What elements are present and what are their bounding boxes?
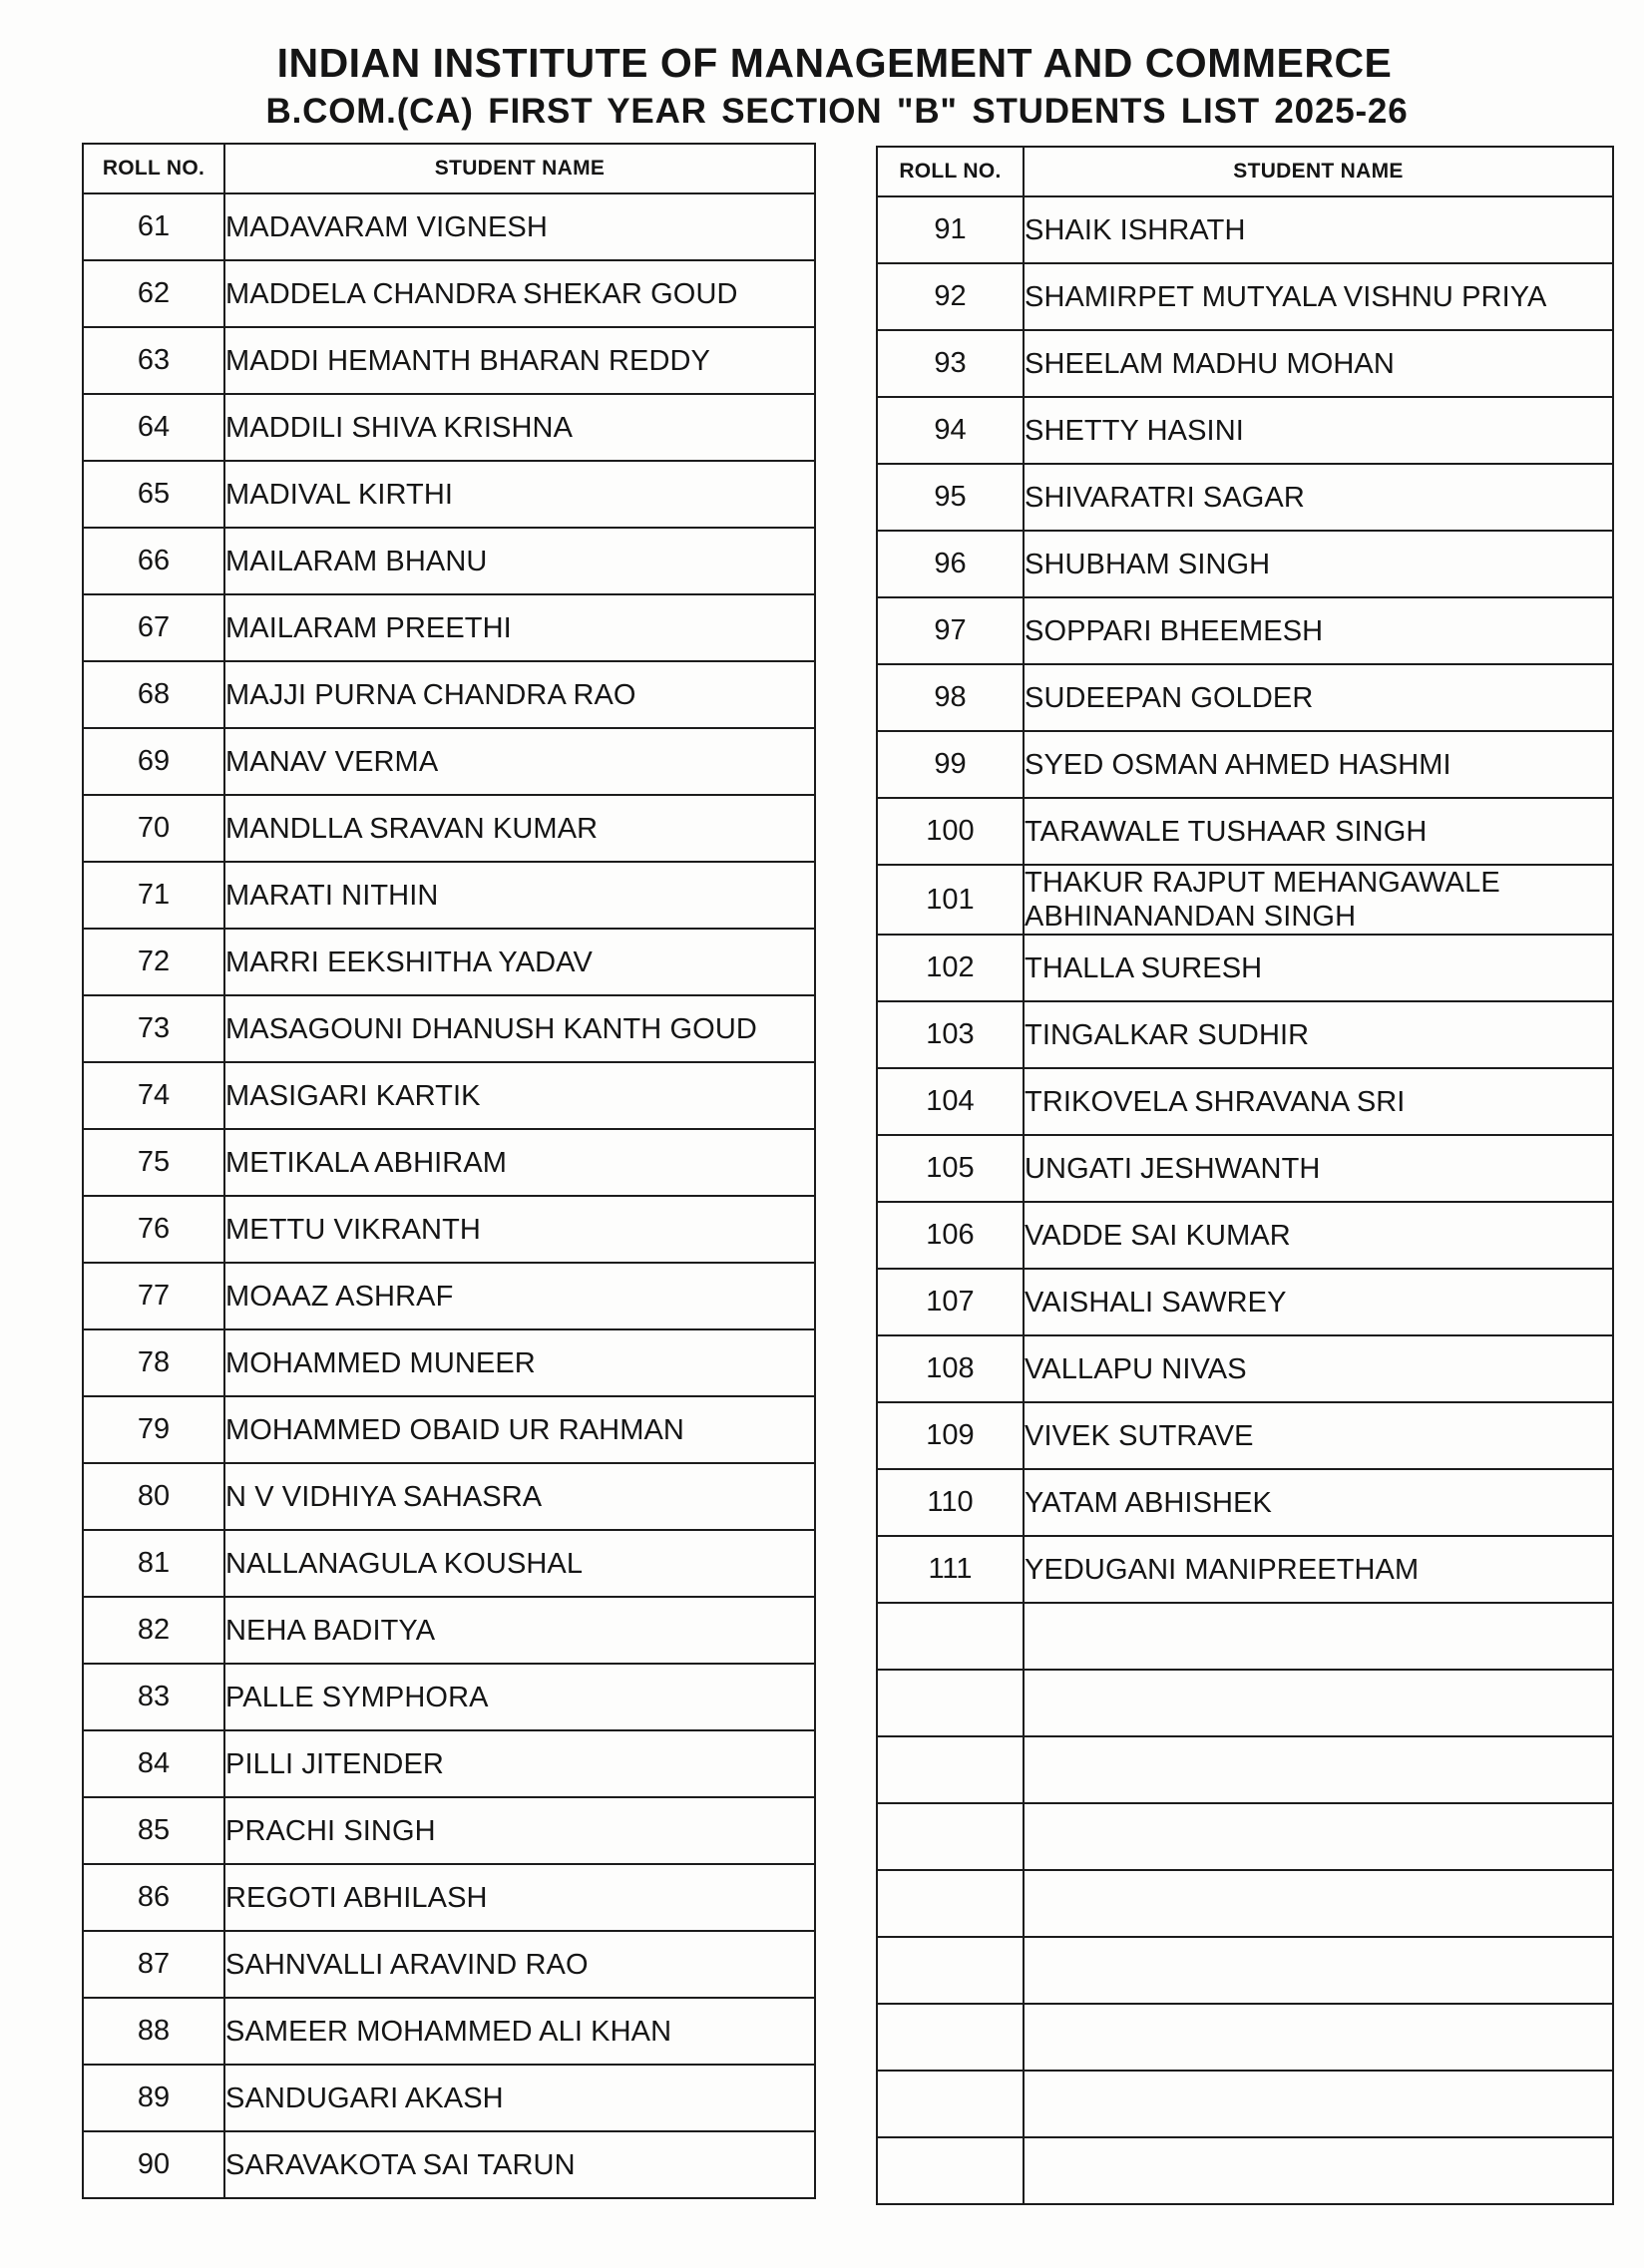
student-name: TINGALKAR SUDHIR — [1024, 1001, 1613, 1068]
table-row — [877, 1670, 1613, 1736]
student-name: VALLAPU NIVAS — [1024, 1335, 1613, 1402]
table-row — [877, 1536, 1613, 1603]
roll-number: 107 — [877, 1269, 1024, 1335]
student-name — [1024, 1736, 1613, 1803]
table-row — [83, 1530, 815, 1597]
roll-number: 96 — [877, 531, 1024, 597]
roll-number: 87 — [83, 1931, 224, 1998]
table-row — [83, 862, 815, 929]
list-subtitle: B.COM.(CA) FIRST YEAR SECTION "B" STUDENTS LIST 2025-26 — [265, 92, 1409, 131]
student-name — [1024, 2004, 1613, 2071]
roll-number — [877, 2137, 1024, 2204]
student-name: SHEELAM MADHU MOHAN — [1024, 330, 1613, 397]
table-header-row — [877, 147, 1613, 196]
table-row — [877, 397, 1613, 464]
roll-number: 84 — [83, 1730, 224, 1797]
roll-number: 73 — [83, 995, 224, 1062]
student-name — [1024, 1870, 1613, 1937]
institute-title: INDIAN INSTITUTE OF MANAGEMENT AND COMMERCE — [276, 40, 1393, 86]
table-row — [877, 1803, 1613, 1870]
table-row — [83, 661, 815, 728]
table-row — [83, 1329, 815, 1396]
table-row — [877, 1001, 1613, 1068]
roll-number: 110 — [877, 1469, 1024, 1536]
student-name: N V VIDHIYA SAHASRA — [224, 1463, 815, 1530]
roll-number: 67 — [83, 594, 224, 661]
table-row — [83, 1463, 815, 1530]
student-rows-right — [877, 196, 1613, 2204]
student-name: MAILARAM BHANU — [224, 528, 815, 594]
roll-number: 92 — [877, 263, 1024, 330]
student-name: MANAV VERMA — [224, 728, 815, 795]
roll-number: 102 — [877, 935, 1024, 1001]
roll-number: 108 — [877, 1335, 1024, 1402]
table-row — [877, 1736, 1613, 1803]
roll-number: 83 — [83, 1664, 224, 1730]
roll-no-header: ROLL NO. — [877, 147, 1024, 196]
table-row — [83, 2065, 815, 2131]
table-row — [83, 528, 815, 594]
roll-number: 68 — [83, 661, 224, 728]
table-row — [877, 330, 1613, 397]
table-row — [877, 935, 1613, 1001]
student-name: YEDUGANI MANIPREETHAM — [1024, 1536, 1613, 1603]
student-name — [1024, 1937, 1613, 2004]
roll-number — [877, 1670, 1024, 1736]
student-name: VAISHALI SAWREY — [1024, 1269, 1613, 1335]
student-name: MASIGARI KARTIK — [224, 1062, 815, 1129]
student-name-header: STUDENT NAME — [1024, 147, 1613, 196]
student-name: THAKUR RAJPUT MEHANGAWALE ABHINANANDAN SINGH — [1024, 865, 1613, 935]
roll-number: 106 — [877, 1202, 1024, 1269]
student-name — [1024, 1670, 1613, 1736]
student-name: PALLE SYMPHORA — [224, 1664, 815, 1730]
student-name: MARRI EEKSHITHA YADAV — [224, 929, 815, 995]
student-name: TRIKOVELA SHRAVANA SRI — [1024, 1068, 1613, 1135]
table-row — [877, 464, 1613, 531]
student-name: SUDEEPAN GOLDER — [1024, 664, 1613, 731]
roll-number: 90 — [83, 2131, 224, 2198]
table-row — [83, 1998, 815, 2065]
table-row — [877, 597, 1613, 664]
table-row — [877, 2004, 1613, 2071]
student-name: MARATI NITHIN — [224, 862, 815, 929]
roll-number: 100 — [877, 798, 1024, 865]
student-name: METIKALA ABHIRAM — [224, 1129, 815, 1196]
table-row — [877, 1937, 1613, 2004]
roll-number: 70 — [83, 795, 224, 862]
table-row — [877, 1335, 1613, 1402]
table-row — [83, 594, 815, 661]
student-name — [1024, 2071, 1613, 2137]
roll-number: 65 — [83, 461, 224, 528]
student-name: NEHA BADITYA — [224, 1597, 815, 1664]
table-row — [83, 1864, 815, 1931]
roll-number — [877, 1736, 1024, 1803]
roll-number: 101 — [877, 865, 1024, 935]
table-row — [83, 728, 815, 795]
roll-number: 88 — [83, 1998, 224, 2065]
roll-number: 75 — [83, 1129, 224, 1196]
student-name: NALLANAGULA KOUSHAL — [224, 1530, 815, 1597]
table-row — [83, 1730, 815, 1797]
student-name: METTU VIKRANTH — [224, 1196, 815, 1263]
roll-number: 94 — [877, 397, 1024, 464]
roll-number: 91 — [877, 196, 1024, 263]
student-name: SHIVARATRI SAGAR — [1024, 464, 1613, 531]
student-name-header: STUDENT NAME — [224, 144, 815, 193]
table-row — [877, 1469, 1613, 1536]
roll-no-header: ROLL NO. — [83, 144, 224, 193]
roll-number: 79 — [83, 1396, 224, 1463]
student-name: MADAVARAM VIGNESH — [224, 193, 815, 260]
roll-number: 78 — [83, 1329, 224, 1396]
table-row — [877, 531, 1613, 597]
table-header-row — [83, 144, 815, 193]
student-table-right — [876, 146, 1614, 2205]
table-row — [877, 865, 1613, 935]
document-header — [0, 38, 1644, 134]
student-name — [1024, 2137, 1613, 2204]
roll-number: 71 — [83, 862, 224, 929]
roll-number: 66 — [83, 528, 224, 594]
student-name: UNGATI JESHWANTH — [1024, 1135, 1613, 1202]
roll-number: 93 — [877, 330, 1024, 397]
student-name: VIVEK SUTRAVE — [1024, 1402, 1613, 1469]
student-name: SHUBHAM SINGH — [1024, 531, 1613, 597]
table-row — [83, 995, 815, 1062]
student-name: MOHAMMED MUNEER — [224, 1329, 815, 1396]
student-table-left — [82, 143, 816, 2199]
roll-number — [877, 1937, 1024, 2004]
student-name: SOPPARI BHEEMESH — [1024, 597, 1613, 664]
roll-number: 77 — [83, 1263, 224, 1329]
table-row — [83, 1797, 815, 1864]
roll-number: 105 — [877, 1135, 1024, 1202]
table-row — [83, 1396, 815, 1463]
roll-number: 103 — [877, 1001, 1024, 1068]
table-row — [83, 193, 815, 260]
table-row — [83, 1263, 815, 1329]
table-row — [83, 2131, 815, 2198]
table-row — [877, 1068, 1613, 1135]
student-name: REGOTI ABHILASH — [224, 1864, 815, 1931]
table-row — [83, 1062, 815, 1129]
roll-number — [877, 1603, 1024, 1670]
table-row — [877, 196, 1613, 263]
student-name: MOHAMMED OBAID UR RAHMAN — [224, 1396, 815, 1463]
student-name: MADDILI SHIVA KRISHNA — [224, 394, 815, 461]
table-row — [877, 1870, 1613, 1937]
table-row — [83, 260, 815, 327]
student-name: TARAWALE TUSHAAR SINGH — [1024, 798, 1613, 865]
roll-number: 99 — [877, 731, 1024, 798]
student-name — [1024, 1803, 1613, 1870]
roll-number — [877, 1803, 1024, 1870]
table-row — [83, 1664, 815, 1730]
student-name: YATAM ABHISHEK — [1024, 1469, 1613, 1536]
roll-number: 85 — [83, 1797, 224, 1864]
table-row — [877, 1269, 1613, 1335]
roll-number: 104 — [877, 1068, 1024, 1135]
student-name: SHAMIRPET MUTYALA VISHNU PRIYA — [1024, 263, 1613, 330]
student-name: VADDE SAI KUMAR — [1024, 1202, 1613, 1269]
roll-number: 111 — [877, 1536, 1024, 1603]
roll-number: 69 — [83, 728, 224, 795]
table-row — [877, 1135, 1613, 1202]
roll-number: 89 — [83, 2065, 224, 2131]
student-rows-left — [83, 193, 815, 2198]
roll-number: 81 — [83, 1530, 224, 1597]
table-row — [83, 929, 815, 995]
roll-number: 61 — [83, 193, 224, 260]
table-row — [877, 1402, 1613, 1469]
roll-number: 86 — [83, 1864, 224, 1931]
table-row — [83, 1129, 815, 1196]
roll-number — [877, 1870, 1024, 1937]
table-row — [877, 2137, 1613, 2204]
student-name: THALLA SURESH — [1024, 935, 1613, 1001]
table-row — [877, 798, 1613, 865]
roll-number: 63 — [83, 327, 224, 394]
student-name: MADDELA CHANDRA SHEKAR GOUD — [224, 260, 815, 327]
student-name — [1024, 1603, 1613, 1670]
student-name: MOAAZ ASHRAF — [224, 1263, 815, 1329]
student-name: SANDUGARI AKASH — [224, 2065, 815, 2131]
table-row — [83, 461, 815, 528]
roll-number: 82 — [83, 1597, 224, 1664]
student-name: MAJJI PURNA CHANDRA RAO — [224, 661, 815, 728]
table-row — [877, 2071, 1613, 2137]
table-row — [83, 327, 815, 394]
table-row — [877, 1202, 1613, 1269]
roll-number — [877, 2004, 1024, 2071]
roll-number — [877, 2071, 1024, 2137]
student-name: SHAIK ISHRATH — [1024, 196, 1613, 263]
table-row — [877, 664, 1613, 731]
roll-number: 109 — [877, 1402, 1024, 1469]
roll-number: 72 — [83, 929, 224, 995]
student-name: SAHNVALLI ARAVIND RAO — [224, 1931, 815, 1998]
table-row — [877, 731, 1613, 798]
student-name: SHETTY HASINI — [1024, 397, 1613, 464]
student-name: MASAGOUNI DHANUSH KANTH GOUD — [224, 995, 815, 1062]
table-row — [83, 394, 815, 461]
student-name: MAILARAM PREETHI — [224, 594, 815, 661]
student-name: PRACHI SINGH — [224, 1797, 815, 1864]
roll-number: 98 — [877, 664, 1024, 731]
student-name: SYED OSMAN AHMED HASHMI — [1024, 731, 1613, 798]
roll-number: 74 — [83, 1062, 224, 1129]
student-name: PILLI JITENDER — [224, 1730, 815, 1797]
student-name: MANDLLA SRAVAN KUMAR — [224, 795, 815, 862]
table-row — [83, 1196, 815, 1263]
student-name: SARAVAKOTA SAI TARUN — [224, 2131, 815, 2198]
table-row — [83, 795, 815, 862]
table-row — [83, 1597, 815, 1664]
student-name: SAMEER MOHAMMED ALI KHAN — [224, 1998, 815, 2065]
roll-number: 62 — [83, 260, 224, 327]
table-row — [877, 263, 1613, 330]
roll-number: 95 — [877, 464, 1024, 531]
table-row — [83, 1931, 815, 1998]
table-row — [877, 1603, 1613, 1670]
student-name: MADIVAL KIRTHI — [224, 461, 815, 528]
student-name: MADDI HEMANTH BHARAN REDDY — [224, 327, 815, 394]
roll-number: 80 — [83, 1463, 224, 1530]
roll-number: 97 — [877, 597, 1024, 664]
roll-number: 64 — [83, 394, 224, 461]
roll-number: 76 — [83, 1196, 224, 1263]
